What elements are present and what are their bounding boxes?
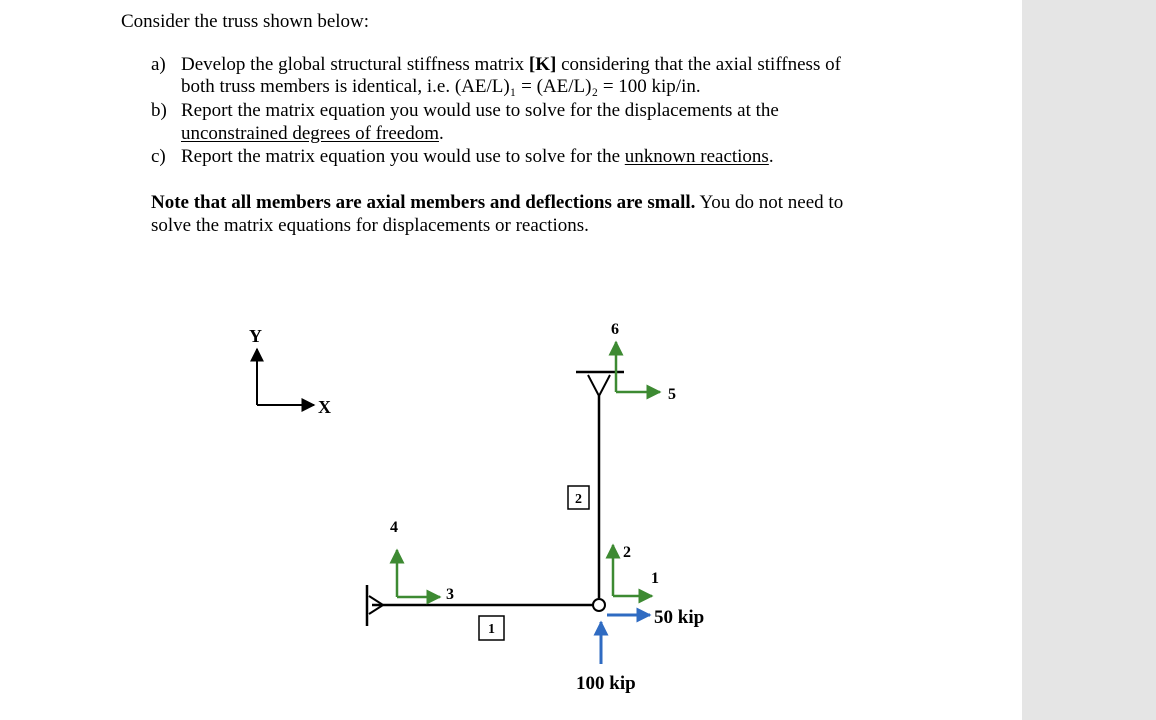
dof-6-label: 6 (611, 321, 619, 338)
item-a-line2: both truss members is identical, i.e. (AE/L)₁ = (AE/L)₂ = 100 kip/in. (181, 76, 701, 97)
member-labels (479, 486, 589, 640)
unconstrained-dof-text: unconstrained degrees of freedom (181, 123, 439, 144)
dof-1-label: 1 (651, 570, 659, 587)
dof-arrows (397, 342, 660, 597)
item-c-line1: Report the matrix equation you would use to solve for the unknown reactions. (181, 146, 774, 167)
dof-2-label: 2 (623, 544, 631, 561)
note-line1: Note that all members are axial members and deflections are small. You do not need to (151, 192, 844, 213)
item-b-marker: b) (151, 100, 167, 121)
dof-labels (390, 321, 676, 603)
x-axis-label: X (318, 397, 331, 417)
item-a-line1: Develop the global structural stiffness matrix [K] considering that the axial stiffness of (181, 54, 841, 75)
horizontal-load-label: 50 kip (654, 607, 705, 628)
vertical-load-label: 100 kip (576, 673, 636, 694)
dof-5-label: 5 (668, 386, 676, 403)
member-1-label: 1 (488, 622, 495, 637)
stiffness-matrix-symbol: [K] (528, 54, 557, 75)
dof-4-label: 4 (390, 519, 398, 536)
y-axis-label: Y (249, 326, 262, 346)
item-b-line2: unconstrained degrees of freedom. (181, 123, 444, 144)
item-c-marker: c) (151, 146, 166, 167)
global-axes (249, 326, 331, 417)
applied-loads (576, 607, 704, 694)
member-2-label: 2 (575, 492, 582, 507)
item-b-line1: Report the matrix equation you would use to solve for the displacements at the (181, 100, 779, 121)
free-joint (593, 599, 605, 611)
viewer-background (1022, 0, 1156, 720)
item-a-marker: a) (151, 54, 166, 75)
unknown-reactions-text: unknown reactions (624, 146, 769, 167)
intro-text: Consider the truss shown below: (121, 11, 370, 32)
dof-3-label: 3 (446, 586, 454, 603)
note-line2: solve the matrix equations for displacements or reactions. (151, 215, 589, 236)
